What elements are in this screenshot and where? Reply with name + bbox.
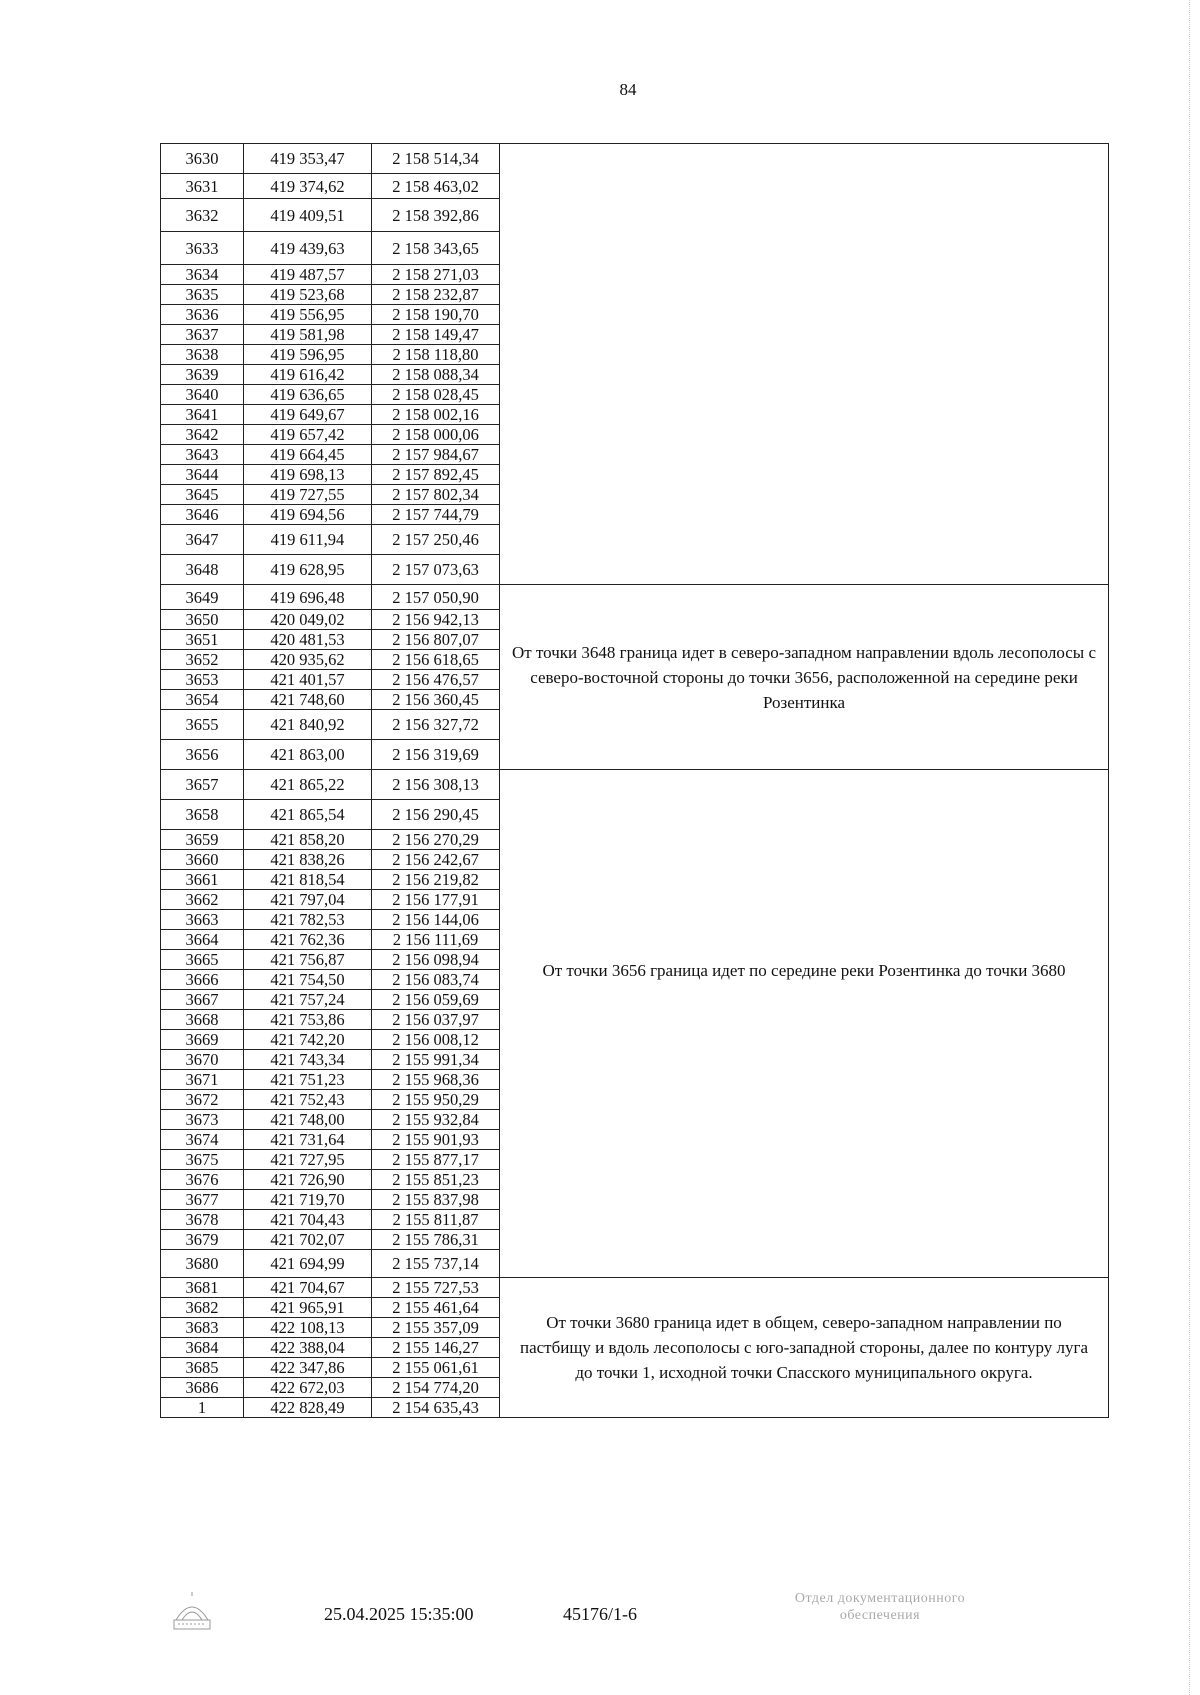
coord-y: 2 156 083,74 — [372, 970, 500, 990]
point-number: 3679 — [161, 1230, 244, 1250]
point-number: 3635 — [161, 285, 244, 305]
point-number: 3685 — [161, 1358, 244, 1378]
point-number: 3642 — [161, 425, 244, 445]
coord-x: 419 636,65 — [244, 385, 372, 405]
point-number: 3680 — [161, 1250, 244, 1278]
coord-x: 421 754,50 — [244, 970, 372, 990]
point-number: 3662 — [161, 890, 244, 910]
coord-y: 2 155 932,84 — [372, 1110, 500, 1130]
coord-y: 2 156 476,57 — [372, 670, 500, 690]
point-number: 3657 — [161, 770, 244, 800]
coord-y: 2 156 290,45 — [372, 800, 500, 830]
coord-x: 421 752,43 — [244, 1090, 372, 1110]
coord-x: 421 702,07 — [244, 1230, 372, 1250]
coord-y: 2 156 242,67 — [372, 850, 500, 870]
point-number: 3658 — [161, 800, 244, 830]
point-number: 3648 — [161, 555, 244, 585]
coord-x: 421 694,99 — [244, 1250, 372, 1278]
coord-y: 2 158 343,65 — [372, 232, 500, 265]
coord-y: 2 157 073,63 — [372, 555, 500, 585]
point-number: 3670 — [161, 1050, 244, 1070]
coord-x: 421 748,00 — [244, 1110, 372, 1130]
coord-y: 2 158 000,06 — [372, 425, 500, 445]
coord-x: 419 727,55 — [244, 485, 372, 505]
coord-y: 2 156 008,12 — [372, 1030, 500, 1050]
coord-x: 421 863,00 — [244, 740, 372, 770]
coord-x: 419 657,42 — [244, 425, 372, 445]
point-number: 3638 — [161, 345, 244, 365]
coord-x: 421 748,60 — [244, 690, 372, 710]
coord-y: 2 156 177,91 — [372, 890, 500, 910]
scan-edge-line — [1189, 0, 1190, 1695]
point-number: 3651 — [161, 630, 244, 650]
point-number: 3654 — [161, 690, 244, 710]
coord-x: 421 858,20 — [244, 830, 372, 850]
coord-y: 2 157 050,90 — [372, 585, 500, 610]
coord-y: 2 155 877,17 — [372, 1150, 500, 1170]
coord-x: 421 742,20 — [244, 1030, 372, 1050]
department-stamp — [730, 1590, 1030, 1624]
coord-x: 420 049,02 — [244, 610, 372, 630]
coord-y: 2 156 144,06 — [372, 910, 500, 930]
coord-x: 420 935,62 — [244, 650, 372, 670]
point-number: 3656 — [161, 740, 244, 770]
coord-x: 419 353,47 — [244, 144, 372, 174]
point-number: 3636 — [161, 305, 244, 325]
point-number: 3637 — [161, 325, 244, 345]
point-number: 3644 — [161, 465, 244, 485]
coord-y: 2 158 028,45 — [372, 385, 500, 405]
coord-y: 2 155 357,09 — [372, 1318, 500, 1338]
coord-y: 2 158 088,34 — [372, 365, 500, 385]
coord-x: 419 628,95 — [244, 555, 372, 585]
coord-x: 421 797,04 — [244, 890, 372, 910]
coord-y: 2 158 002,16 — [372, 405, 500, 425]
boundary-description — [500, 770, 1109, 1278]
point-number: 3653 — [161, 670, 244, 690]
point-number: 3663 — [161, 910, 244, 930]
point-number: 3667 — [161, 990, 244, 1010]
coord-x: 421 719,70 — [244, 1190, 372, 1210]
coord-x: 422 347,86 — [244, 1358, 372, 1378]
coord-y: 2 158 232,87 — [372, 285, 500, 305]
coord-y: 2 156 270,29 — [372, 830, 500, 850]
coord-x: 421 401,57 — [244, 670, 372, 690]
boundary-description-text: От точки 3656 граница идет по середине реки Розентинка до точки 3680 — [542, 961, 1066, 980]
coord-x: 422 828,49 — [244, 1398, 372, 1418]
coord-y: 2 155 727,53 — [372, 1278, 500, 1298]
point-number: 3634 — [161, 265, 244, 285]
point-number: 3643 — [161, 445, 244, 465]
coord-x: 422 672,03 — [244, 1378, 372, 1398]
coord-y: 2 156 618,65 — [372, 650, 500, 670]
coord-x: 419 649,67 — [244, 405, 372, 425]
point-number: 3674 — [161, 1130, 244, 1150]
point-number: 3631 — [161, 174, 244, 199]
coord-y: 2 155 811,87 — [372, 1210, 500, 1230]
coord-x: 421 757,24 — [244, 990, 372, 1010]
point-number: 3668 — [161, 1010, 244, 1030]
coord-x: 419 581,98 — [244, 325, 372, 345]
registration-date: 25.04.2025 15:35:00 — [324, 1604, 474, 1624]
point-number: 3678 — [161, 1210, 244, 1230]
point-number: 3646 — [161, 505, 244, 525]
document-number: 45176/1-6 — [563, 1604, 637, 1624]
coord-y: 2 158 118,80 — [372, 345, 500, 365]
point-number: 3666 — [161, 970, 244, 990]
coord-x: 421 753,86 — [244, 1010, 372, 1030]
coord-y: 2 156 807,07 — [372, 630, 500, 650]
coord-x: 421 782,53 — [244, 910, 372, 930]
point-number: 3639 — [161, 365, 244, 385]
point-number: 1 — [161, 1398, 244, 1418]
coord-y: 2 158 514,34 — [372, 144, 500, 174]
page-number: 84 — [619, 80, 637, 99]
coord-y: 2 156 319,69 — [372, 740, 500, 770]
boundary-description-text: От точки 3680 граница идет в общем, северо-западном направлении по пастбищу и вдоль лесополосы с юго-западной стороны, далее по контуру луга до точки 1, исходной точки Спасского муниципального округа. — [519, 1313, 1089, 1382]
point-number: 3682 — [161, 1298, 244, 1318]
boundary-description — [500, 144, 1109, 585]
point-number: 3669 — [161, 1030, 244, 1050]
coord-y: 2 155 901,93 — [372, 1130, 500, 1150]
point-number: 3686 — [161, 1378, 244, 1398]
coord-x: 419 616,42 — [244, 365, 372, 385]
coord-x: 419 611,94 — [244, 525, 372, 555]
coord-x: 419 696,48 — [244, 585, 372, 610]
coord-y: 2 156 059,69 — [372, 990, 500, 1010]
coord-x: 419 698,13 — [244, 465, 372, 485]
point-number: 3630 — [161, 144, 244, 174]
coord-x: 419 374,62 — [244, 174, 372, 199]
point-number: 3645 — [161, 485, 244, 505]
coord-y: 2 156 098,94 — [372, 950, 500, 970]
coord-y: 2 156 111,69 — [372, 930, 500, 950]
coord-y: 2 155 461,64 — [372, 1298, 500, 1318]
coord-x: 419 409,51 — [244, 199, 372, 232]
point-number: 3665 — [161, 950, 244, 970]
coord-y: 2 156 327,72 — [372, 710, 500, 740]
coord-x: 421 726,90 — [244, 1170, 372, 1190]
coord-y: 2 155 061,61 — [372, 1358, 500, 1378]
point-number: 3675 — [161, 1150, 244, 1170]
point-number: 3649 — [161, 585, 244, 610]
point-number: 3671 — [161, 1070, 244, 1090]
coord-y: 2 155 146,27 — [372, 1338, 500, 1358]
coord-x: 421 865,22 — [244, 770, 372, 800]
coord-y: 2 156 037,97 — [372, 1010, 500, 1030]
coord-x: 421 818,54 — [244, 870, 372, 890]
coord-x: 419 596,95 — [244, 345, 372, 365]
coord-x: 421 743,34 — [244, 1050, 372, 1070]
coord-x: 421 704,67 — [244, 1278, 372, 1298]
coord-y: 2 155 851,23 — [372, 1170, 500, 1190]
boundary-description-text: От точки 3648 граница идет в северо-западном направлении вдоль лесополосы с северо-восточной стороны до точки 3656, расположенной на середине реки Розентинка — [511, 642, 1097, 712]
point-number: 3647 — [161, 525, 244, 555]
coord-y: 2 156 942,13 — [372, 610, 500, 630]
point-number: 3655 — [161, 710, 244, 740]
point-number: 3633 — [161, 232, 244, 265]
point-number: 3659 — [161, 830, 244, 850]
footer — [0, 1590, 1200, 1670]
table-row — [161, 144, 1109, 174]
coord-y: 2 154 635,43 — [372, 1398, 500, 1418]
boundary-description — [500, 585, 1109, 770]
point-number: 3641 — [161, 405, 244, 425]
coord-x: 422 388,04 — [244, 1338, 372, 1358]
coord-x: 421 965,91 — [244, 1298, 372, 1318]
department-stamp-line2: обеспечения — [839, 1608, 921, 1623]
point-number: 3661 — [161, 870, 244, 890]
coord-x: 421 838,26 — [244, 850, 372, 870]
coord-y: 2 155 737,14 — [372, 1250, 500, 1278]
registration-stamp-icon — [168, 1590, 216, 1634]
point-number: 3681 — [161, 1278, 244, 1298]
coord-y: 2 158 392,86 — [372, 199, 500, 232]
coord-x: 421 731,64 — [244, 1130, 372, 1150]
coord-x: 421 751,23 — [244, 1070, 372, 1090]
coord-y: 2 156 219,82 — [372, 870, 500, 890]
point-number: 3660 — [161, 850, 244, 870]
coord-x: 419 664,45 — [244, 445, 372, 465]
coord-y: 2 157 744,79 — [372, 505, 500, 525]
coord-y: 2 158 149,47 — [372, 325, 500, 345]
coord-x: 419 487,57 — [244, 265, 372, 285]
coord-x: 421 762,36 — [244, 930, 372, 950]
coord-y: 2 157 802,34 — [372, 485, 500, 505]
point-number: 3640 — [161, 385, 244, 405]
coord-x: 421 840,92 — [244, 710, 372, 740]
coord-y: 2 155 991,34 — [372, 1050, 500, 1070]
table-row — [161, 770, 1109, 800]
point-number: 3632 — [161, 199, 244, 232]
coord-y: 2 155 837,98 — [372, 1190, 500, 1210]
coord-y: 2 157 250,46 — [372, 525, 500, 555]
boundary-coordinates-table — [160, 143, 1109, 1418]
point-number: 3650 — [161, 610, 244, 630]
coord-y: 2 157 892,45 — [372, 465, 500, 485]
point-number: 3676 — [161, 1170, 244, 1190]
coord-y: 2 155 968,36 — [372, 1070, 500, 1090]
department-stamp-line1: Отдел документационного — [794, 1591, 966, 1606]
point-number: 3652 — [161, 650, 244, 670]
coord-x: 421 865,54 — [244, 800, 372, 830]
coord-x: 420 481,53 — [244, 630, 372, 650]
boundary-description — [500, 1278, 1109, 1418]
coord-y: 2 158 190,70 — [372, 305, 500, 325]
coord-y: 2 158 463,02 — [372, 174, 500, 199]
coord-x: 421 704,43 — [244, 1210, 372, 1230]
coord-x: 422 108,13 — [244, 1318, 372, 1338]
point-number: 3677 — [161, 1190, 244, 1210]
coord-x: 419 523,68 — [244, 285, 372, 305]
coord-y: 2 157 984,67 — [372, 445, 500, 465]
coord-y: 2 155 950,29 — [372, 1090, 500, 1110]
coord-y: 2 158 271,03 — [372, 265, 500, 285]
table-row — [161, 585, 1109, 610]
point-number: 3683 — [161, 1318, 244, 1338]
coord-x: 419 556,95 — [244, 305, 372, 325]
table-row — [161, 1278, 1109, 1298]
point-number: 3672 — [161, 1090, 244, 1110]
point-number: 3664 — [161, 930, 244, 950]
point-number: 3673 — [161, 1110, 244, 1130]
coord-x: 419 439,63 — [244, 232, 372, 265]
coord-y: 2 154 774,20 — [372, 1378, 500, 1398]
coord-y: 2 156 308,13 — [372, 770, 500, 800]
coord-x: 421 727,95 — [244, 1150, 372, 1170]
coord-y: 2 156 360,45 — [372, 690, 500, 710]
point-number: 3684 — [161, 1338, 244, 1358]
coord-y: 2 155 786,31 — [372, 1230, 500, 1250]
coord-x: 419 694,56 — [244, 505, 372, 525]
coord-x: 421 756,87 — [244, 950, 372, 970]
